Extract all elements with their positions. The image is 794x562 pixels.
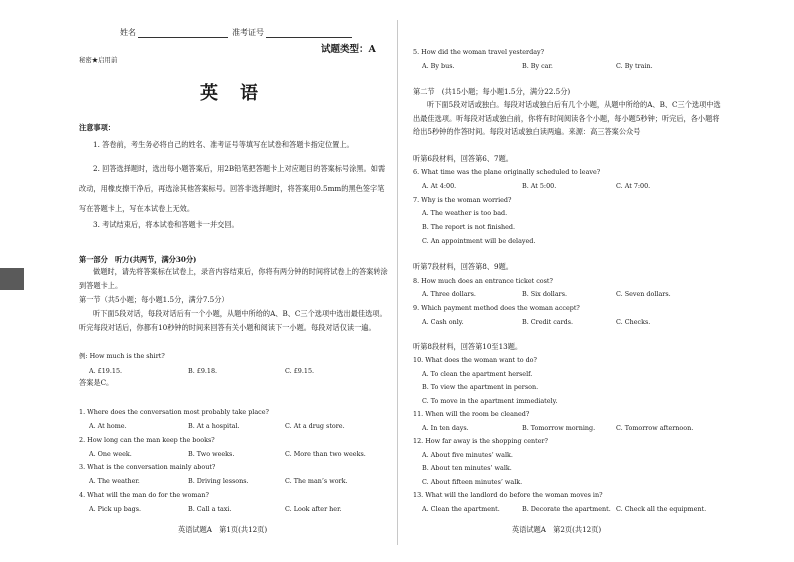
q3-option-c: C. The man’s work. bbox=[285, 477, 348, 485]
example-option-a: A. £19.15. bbox=[89, 367, 123, 375]
question-9: 9. Which payment method does the woman accept? bbox=[413, 304, 580, 312]
q3-option-a: A. The weather. bbox=[89, 477, 140, 485]
q13-option-c: C. Check all the equipment. bbox=[616, 505, 707, 513]
q3-option-b: B. Driving lessons. bbox=[188, 477, 249, 485]
q6-option-a: A. At 4:00. bbox=[422, 182, 457, 190]
group-title-6: 听第6段材料，回答第6、7题。 bbox=[413, 154, 513, 163]
q11-option-b: B. Tomorrow morning. bbox=[522, 424, 596, 432]
q10-option-c: C. To move in the apartment immediately. bbox=[422, 397, 558, 405]
q6-option-b: B. At 5:00. bbox=[522, 182, 557, 190]
exam-id-field bbox=[232, 27, 352, 38]
q10-option-a: A. To clean the apartment herself. bbox=[422, 370, 533, 378]
question-1: 1. Where does the conversation most probably take place? bbox=[79, 408, 269, 416]
notice-item-3: 3. 考试结束后，将本试卷和答题卡一并交回。 bbox=[93, 220, 239, 229]
part1-title: 第一部分 听力(共两节，满分30分) bbox=[79, 255, 197, 264]
section2-title: 第二节 (共15小题；每小题1.5分，满分22.5分) bbox=[413, 87, 571, 96]
question-2: 2. How long can the man keep the books? bbox=[79, 436, 215, 444]
footer-right: 英语试题A 第2页(共12页) bbox=[512, 525, 602, 534]
group-title-8: 听第8段材料，回答第10至13题。 bbox=[413, 342, 523, 351]
q10-option-b: B. To view the apartment in person. bbox=[422, 383, 539, 391]
q2-option-a: A. One week. bbox=[89, 450, 132, 458]
notice-item-2: 2. 回答选择题时，选出每小题答案后，用2B铅笔把答题卡上对应题目的答案标号涂黑。如需改动，用橡皮擦干净后，再选涂其他答案标号。回答非选择题时，将答案用0.5mm的黑色签字笔写在答题卡上，写在本试卷上无效。 bbox=[79, 164, 386, 213]
q9-option-b: B. Credit cards. bbox=[522, 318, 574, 326]
paper-type: 试题类型：A bbox=[321, 44, 376, 55]
q4-option-b: B. Call a taxi. bbox=[188, 505, 232, 513]
question-11: 11. When will the room be cleaned? bbox=[413, 410, 530, 418]
notice-title: 注意事项： bbox=[79, 123, 115, 132]
example-answer: 答案是C。 bbox=[79, 378, 114, 387]
name-field bbox=[120, 27, 228, 38]
q1-option-a: A. At home. bbox=[89, 422, 127, 430]
q7-option-c: C. An appointment will be delayed. bbox=[422, 237, 536, 245]
q11-option-a: A. In ten days. bbox=[422, 424, 469, 432]
question-7: 7. Why is the woman worried? bbox=[413, 196, 512, 204]
q2-option-b: B. Two weeks. bbox=[188, 450, 235, 458]
q9-option-a: A. Cash only. bbox=[422, 318, 464, 326]
q5-option-c: C. By train. bbox=[616, 62, 653, 70]
section1-intro: 听下面5段对话，每段对话后有一个小题，从题中所给的A、B、C三个选项中选出最佳选项。听完每段对话后，你都有10秒钟的时间来回答有关小题和阅读下一小题。每段对话仅读一遍。 bbox=[79, 309, 387, 332]
q12-option-b: B. About ten minutes’ walk. bbox=[422, 464, 512, 472]
notice-item-1: 1. 答卷前，考生务必将自己的姓名、准考证号等填写在试卷和答题卡指定位置上。 bbox=[93, 140, 354, 149]
question-6: 6. What time was the plane originally scheduled to leave? bbox=[413, 168, 601, 176]
example-question: 例: How much is the shirt? bbox=[79, 352, 165, 360]
question-3: 3. What is the conversation mainly about? bbox=[79, 463, 216, 471]
subject-title: 英 语 bbox=[200, 83, 260, 104]
part1-intro: 做题时，请先将答案标在试卷上，录音内容结束后，你将有两分钟的时间将试卷上的答案转涂到答题卡上。 bbox=[79, 267, 388, 290]
q13-option-b: B. Decorate the apartment. bbox=[522, 505, 611, 513]
question-10: 10. What does the woman want to do? bbox=[413, 356, 537, 364]
q11-option-c: C. Tomorrow afternoon. bbox=[616, 424, 694, 432]
q8-option-a: A. Three dollars. bbox=[422, 290, 476, 298]
q9-option-c: C. Checks. bbox=[616, 318, 651, 326]
footer-left: 英语试题A 第1页(共12页) bbox=[178, 525, 268, 534]
q4-option-a: A. Pick up bags. bbox=[89, 505, 142, 513]
question-8: 8. How much does an entrance ticket cost? bbox=[413, 277, 553, 285]
q12-option-a: A. About five minutes’ walk. bbox=[422, 451, 513, 459]
q7-option-b: B. The report is not finished. bbox=[422, 223, 516, 231]
q8-option-b: B. Six dollars. bbox=[522, 290, 568, 298]
group-title-7: 听第7段材料，回答第8、9题。 bbox=[413, 262, 513, 271]
q1-option-c: C. At a drug store. bbox=[285, 422, 345, 430]
question-5: 5. How did the woman travel yesterday? bbox=[413, 48, 545, 56]
binding-margin-mark bbox=[0, 268, 24, 290]
name-label: 姓名 bbox=[120, 28, 136, 37]
exam-id-label: 准考证号 bbox=[232, 28, 264, 37]
secret-label: 秘密★启用前 bbox=[79, 56, 118, 64]
q6-option-c: C. At 7:00. bbox=[616, 182, 651, 190]
q5-option-a: A. By bus. bbox=[422, 62, 455, 70]
question-4: 4. What will the man do for the woman? bbox=[79, 491, 209, 499]
question-13: 13. What will the landlord do before the woman moves in? bbox=[413, 491, 603, 499]
q8-option-c: C. Seven dollars. bbox=[616, 290, 671, 298]
q4-option-c: C. Look after her. bbox=[285, 505, 342, 513]
q1-option-b: B. At a hospital. bbox=[188, 422, 240, 430]
q2-option-c: C. More than two weeks. bbox=[285, 450, 366, 458]
example-option-b: B. £9.18. bbox=[188, 367, 218, 375]
section1-title: 第一节（共5小题；每小题1.5分，满分7.5分） bbox=[79, 295, 229, 304]
section2-intro: 听下面5段对话或独白。每段对话或独白后有几个小题，从题中所给的A、B、C三个选项中选出最佳选项。听每段对话或独白前，你将有时间阅读各个小题，每小题5秒钟；听完后，各小题将给出5秒钟的作答时间。每段对话或独白读两遍。来源：高三答案公众号 bbox=[413, 100, 721, 136]
q7-option-a: A. The weather is too bad. bbox=[422, 209, 508, 217]
q13-option-a: A. Clean the apartment. bbox=[422, 505, 500, 513]
example-option-c: C. £9.15. bbox=[285, 367, 315, 375]
question-12: 12. How far away is the shopping center? bbox=[413, 437, 548, 445]
q12-option-c: C. About fifteen minutes’ walk. bbox=[422, 478, 523, 486]
page-divider bbox=[397, 20, 398, 545]
q5-option-b: B. By car. bbox=[522, 62, 553, 70]
